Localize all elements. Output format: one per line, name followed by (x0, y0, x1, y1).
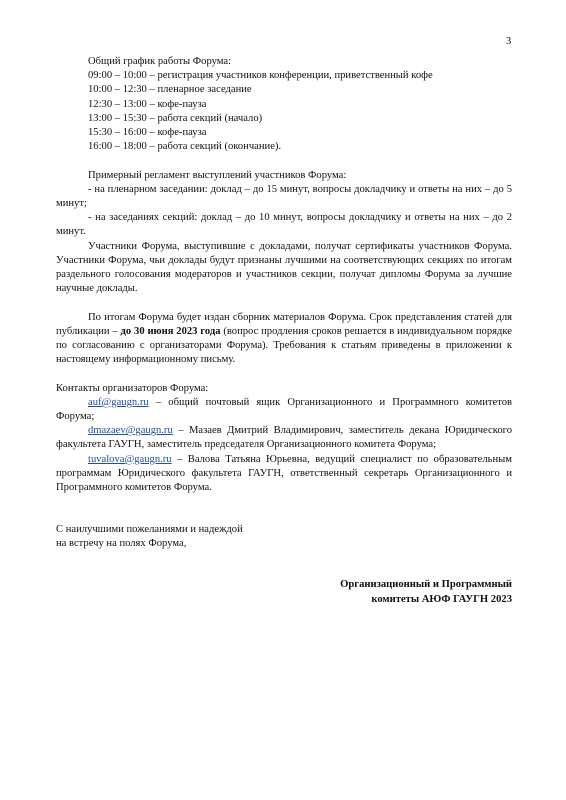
schedule-time: 15:30 – 16:00 (88, 127, 147, 139)
publication-deadline: до 30 июня 2023 года (120, 325, 221, 337)
schedule-activity: кофе-пауза (157, 127, 207, 139)
schedule-time: 12:30 – 13:00 (88, 98, 147, 110)
contact-item (56, 453, 512, 496)
contacts-list (56, 396, 512, 495)
closing-line-1: С наилучшими пожеланиями и надеждой (56, 524, 243, 536)
reglament-plenary: - на пленарном заседании: доклад – до 15 минут, вопросы докладчику и ответы на них – до 5 минут; (56, 183, 512, 210)
contact-item (56, 396, 512, 424)
contact-item (56, 424, 512, 452)
contact-email-link[interactable]: auf@gaugn.ru (88, 396, 149, 408)
contact-description: – Валова Татьяна Юрьевна, ведущий специалист по образовательным программам Юридического факультета ГАУГН, ответственный секретарь Организационного и Программного комитетов Форума. (56, 453, 512, 494)
schedule-activity: работа секций (окончание). (157, 141, 282, 153)
schedule-activity: работа секций (начало) (157, 112, 263, 124)
schedule-separator: – (146, 141, 158, 153)
schedule-time: 10:00 – 12:30 (88, 84, 147, 96)
schedule-title: Общий график работы Форума: (88, 56, 232, 67)
contacts-title: Контакты организаторов Форума: (56, 382, 209, 394)
contact-email-link[interactable]: tuvalova@gaugn.ru (88, 453, 172, 465)
reglament-title: Примерный регламент выступлений участников Форума: (88, 169, 347, 181)
reglament-sections: - на заседаниях секций: доклад – до 10 минут, вопросы докладчику и ответы на них – до 2 минут. (56, 212, 512, 238)
schedule-row (56, 69, 512, 83)
schedule-separator: – (146, 112, 158, 124)
schedule-separator: – (146, 127, 158, 139)
publication-paragraph (56, 311, 512, 368)
schedule-separator: – (146, 98, 158, 110)
schedule-activity: регистрация участников конференции, приветственный кофе (157, 70, 433, 82)
schedule-separator: – (146, 70, 158, 82)
schedule-row (56, 98, 512, 112)
contact-email-link[interactable]: dmazaev@gaugn.ru (88, 425, 173, 437)
closing-line-2: на встречу на полях Форума, (56, 538, 187, 550)
schedule-time: 09:00 – 10:00 (88, 70, 147, 82)
schedule-time: 16:00 – 18:00 (88, 141, 147, 153)
certificates-paragraph: Участники Форума, выступившие с докладами, получат сертификаты участников Форума. Участники Форума, чьи доклады будут признаны лучшими на соответствующих секциях по итогам раздельного голосования модераторов и участников секции, получат дипломы Форума за лучшие научные доклады. (56, 240, 512, 295)
signature-line-2: комитеты АЮФ ГАУГН 2023 (371, 594, 512, 605)
contact-description: – общий почтовый ящик Организационного и Программного комитетов Форума; (56, 396, 512, 423)
schedule-row (56, 83, 512, 97)
letter-body (56, 55, 512, 552)
schedule-row (56, 140, 512, 154)
schedule-activity: кофе-пауза (157, 98, 207, 110)
schedule-separator: – (146, 84, 158, 96)
page-number: 3 (506, 36, 512, 47)
schedule-activity: пленарное заседание (157, 84, 252, 96)
schedule-row (56, 112, 512, 126)
signature-line-1: Организационный и Программный (340, 579, 512, 590)
schedule-time: 13:00 – 15:30 (88, 112, 147, 124)
schedule-list (56, 69, 512, 154)
publication-text-before: По итогам Форума будет издан сборник материалов Форума. Срок представления статей для публикации – (56, 311, 512, 337)
publication-text-after: (вопрос продления сроков решается в индивидуальном порядке по согласованию с организаторами Форума). Требования к статьям приведены в приложении к настоящему информационному письму. (56, 325, 512, 366)
schedule-row (56, 126, 512, 140)
contact-description: – Мазаев Дмитрий Владимирович, заместитель декана Юридического факультета ГАУГН, заместитель председателя Организационного комитета Форума; (56, 425, 512, 451)
